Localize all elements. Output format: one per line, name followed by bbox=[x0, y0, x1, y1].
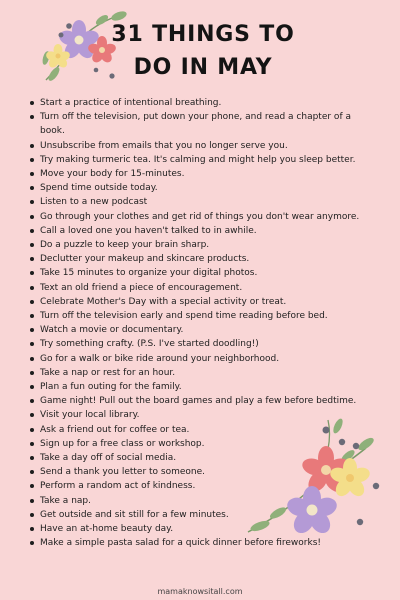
list-item bbox=[30, 252, 372, 266]
bullet-icon bbox=[30, 428, 34, 432]
bullet-icon bbox=[30, 442, 34, 446]
list-item bbox=[30, 465, 372, 479]
bullet-icon bbox=[30, 215, 34, 219]
bullet-icon bbox=[30, 257, 34, 261]
bullet-icon bbox=[30, 286, 34, 290]
bullet-icon bbox=[30, 499, 34, 503]
list-item bbox=[30, 508, 372, 522]
list-item-text: Send a thank you letter to someone. bbox=[40, 467, 206, 478]
list-item-text: Ask a friend out for coffee or tea. bbox=[40, 424, 190, 435]
list-item bbox=[30, 408, 372, 422]
list-item-text: Turn off the television, put down your phone, and read a chapter of a book. bbox=[40, 112, 351, 137]
list-item-text: Take 15 minutes to organize your digital photos. bbox=[40, 268, 258, 279]
list-item bbox=[30, 181, 372, 195]
bullet-icon bbox=[30, 456, 34, 460]
bullet-icon bbox=[30, 158, 34, 162]
list-item-text: Declutter your makeup and skincare products. bbox=[40, 254, 250, 265]
bullet-icon bbox=[30, 101, 34, 105]
bullet-icon bbox=[30, 243, 34, 247]
list-item bbox=[30, 366, 372, 380]
bullet-icon bbox=[30, 470, 34, 474]
list-item bbox=[30, 352, 372, 366]
list-item-text: Listen to a new podcast bbox=[40, 197, 148, 208]
list-item bbox=[30, 266, 372, 280]
list-item bbox=[30, 110, 372, 138]
list-item bbox=[30, 224, 372, 238]
list-item-text: Watch a movie or documentary. bbox=[40, 325, 184, 336]
bullet-icon bbox=[30, 399, 34, 403]
things-to-do-list bbox=[30, 96, 372, 551]
list-item bbox=[30, 479, 372, 493]
page-title bbox=[108, 18, 298, 84]
bullet-icon bbox=[30, 541, 34, 545]
list-item bbox=[30, 494, 372, 508]
list-item bbox=[30, 536, 372, 550]
site-footer: mamaknowsitall.com bbox=[157, 587, 243, 596]
list-item-text: Call a loved one you haven't talked to in awhile. bbox=[40, 225, 257, 236]
list-item bbox=[30, 394, 372, 408]
list-item bbox=[30, 423, 372, 437]
bullet-icon bbox=[30, 115, 34, 119]
bullet-icon bbox=[30, 300, 34, 304]
list-item-text: Take a day off of social media. bbox=[40, 453, 177, 464]
bullet-icon bbox=[30, 357, 34, 361]
list-item bbox=[30, 195, 372, 209]
bullet-icon bbox=[30, 314, 34, 318]
list-item-text: Text an old friend a piece of encouragement. bbox=[40, 282, 243, 293]
bullet-icon bbox=[30, 385, 34, 389]
list-item-text: Take a nap. bbox=[40, 495, 91, 506]
list-item bbox=[30, 337, 372, 351]
bullet-icon bbox=[30, 328, 34, 332]
list-item bbox=[30, 295, 372, 309]
list-item bbox=[30, 238, 372, 252]
list-item-text: Game night! Pull out the board games and play a few before bedtime. bbox=[40, 396, 357, 407]
list-item bbox=[30, 281, 372, 295]
list-item-text: Go through your clothes and get rid of things you don't wear anymore. bbox=[40, 211, 360, 222]
list-item bbox=[30, 522, 372, 536]
bullet-icon bbox=[30, 513, 34, 517]
list-item-text: Sign up for a free class or workshop. bbox=[40, 438, 205, 449]
list-item bbox=[30, 139, 372, 153]
list-item-text: Unsubscribe from emails that you no longer serve you. bbox=[40, 140, 288, 151]
list-item bbox=[30, 210, 372, 224]
list-item bbox=[30, 167, 372, 181]
page-title-line-1: 31 THINGS TO bbox=[111, 22, 295, 47]
bullet-icon bbox=[30, 413, 34, 417]
list-item-text: Move your body for 15-minutes. bbox=[40, 169, 185, 180]
list-item bbox=[30, 309, 372, 323]
list-item bbox=[30, 96, 372, 110]
list-item-text: Have an at-home beauty day. bbox=[40, 524, 174, 535]
list-item-text: Make a simple pasta salad for a quick dinner before fireworks! bbox=[40, 538, 322, 549]
list-item bbox=[30, 380, 372, 394]
bullet-icon bbox=[30, 200, 34, 204]
list-item bbox=[30, 153, 372, 167]
bullet-icon bbox=[30, 144, 34, 148]
list-item-text: Try making turmeric tea. It's calming and might help you sleep better. bbox=[40, 154, 356, 165]
list-item-text: Visit your local library. bbox=[40, 410, 140, 421]
list-item-text: Turn off the television early and spend time reading before bed. bbox=[40, 311, 328, 322]
bullet-icon bbox=[30, 172, 34, 176]
bullet-icon bbox=[30, 527, 34, 531]
list-item-text: Take a nap or rest for an hour. bbox=[40, 367, 176, 378]
bullet-icon bbox=[30, 371, 34, 375]
bullet-icon bbox=[30, 342, 34, 346]
list-item bbox=[30, 451, 372, 465]
list-item-text: Get outside and sit still for a few minutes. bbox=[40, 509, 229, 520]
bullet-icon bbox=[30, 229, 34, 233]
page-title-line-2: DO IN MAY bbox=[133, 55, 273, 80]
bullet-icon bbox=[30, 186, 34, 190]
list-item-text: Start a practice of intentional breathing. bbox=[40, 98, 222, 108]
list-item-text: Try something crafty. (P.S. I've started doodling!) bbox=[40, 339, 259, 350]
bullet-icon bbox=[30, 271, 34, 275]
list-item-text: Go for a walk or bike ride around your neighborhood. bbox=[40, 353, 280, 364]
list-item-text: Spend time outside today. bbox=[40, 183, 158, 194]
list-item bbox=[30, 323, 372, 337]
list-item-text: Plan a fun outing for the family. bbox=[40, 382, 182, 393]
list-item-text: Celebrate Mother's Day with a special activity or treat. bbox=[40, 296, 287, 307]
list-item-text: Perform a random act of kindness. bbox=[40, 481, 196, 492]
list-item-text: Do a puzzle to keep your brain sharp. bbox=[40, 240, 210, 251]
bullet-icon bbox=[30, 484, 34, 488]
list-item bbox=[30, 437, 372, 451]
